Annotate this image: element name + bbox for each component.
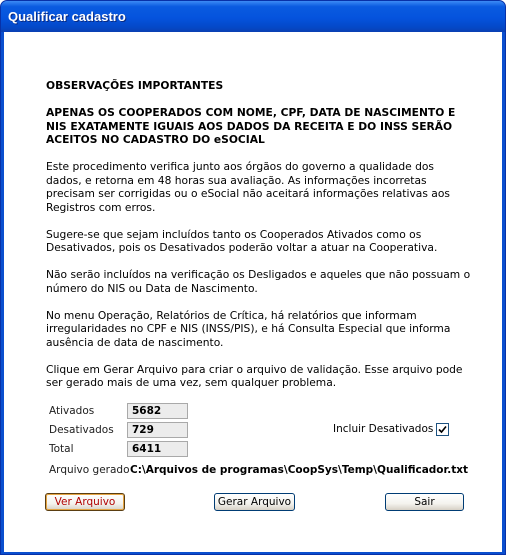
notes-paragraph-3: Não serão incluídos na verificação os Desligados e aqueles que não possuam o número do NIS ou Data de Nascimento. [46,268,471,295]
checkmark-icon [438,425,447,434]
window-title: Qualificar cadastro [8,9,126,24]
desativados-label: Desativados [49,424,114,436]
ativados-label: Ativados [49,405,95,417]
arquivo-gerado-path: C:\Arquivos de programas\CoopSys\Temp\Qualificador.txt [130,464,468,476]
total-label: Total [49,443,74,455]
notes-warning: APENAS OS COOPERADOS COM NOME, CPF, DATA DE NASCIMENTO E NIS EXATAMENTE IGUAIS AOS DADOS DA RECEITA E DO INSS SERÃO ACEITOS NO CADASTRO DO eSOCIAL [46,106,456,146]
notes-paragraph-5: Clique em Gerar Arquivo para criar o arquivo de validação. Esse arquivo pode ser gerado mais de uma vez, sem qualquer problema. [46,362,463,389]
incluir-desativados-checkbox[interactable] [436,423,449,436]
notes-heading: OBSERVAÇÕES IMPORTANTES [46,79,224,92]
notes-paragraph-4: No menu Operação, Relatórios de Crítica, há relatórios que informam irregularidades no CPF e NIS (INSS/PIS), e há Consulta Especial que informa ausência de data de nascimento. [46,308,451,349]
notes-paragraph-1: Este procedimento verifica junto aos órgãos do governo a qualidade dos dados, e retorna em 48 horas sua avaliação. As informações incorretas precisam ser corrigidas ou o eSocial não aceitará informações relativas aos Registros com erros. [46,160,450,214]
ver-arquivo-button[interactable]: Ver Arquivo [45,493,125,511]
incluir-desativados-label[interactable]: Incluir Desativados [333,423,434,435]
dialog-body [4,32,502,552]
desativados-value: 729 [127,422,188,438]
gerar-arquivo-button[interactable]: Gerar Arquivo [214,493,295,511]
notes-panel [46,79,471,403]
arquivo-gerado-label: Arquivo gerado [49,464,130,476]
notes-paragraph-2: Sugere-se que sejam incluídos tanto os Cooperados Ativados como os Desativados, pois os Desativados poderão voltar a atuar na Cooperativa. [46,227,438,254]
ativados-value: 5682 [127,403,188,419]
sair-button[interactable]: Sair [385,493,464,511]
total-value: 6411 [127,441,188,457]
title-bar[interactable] [1,1,505,32]
